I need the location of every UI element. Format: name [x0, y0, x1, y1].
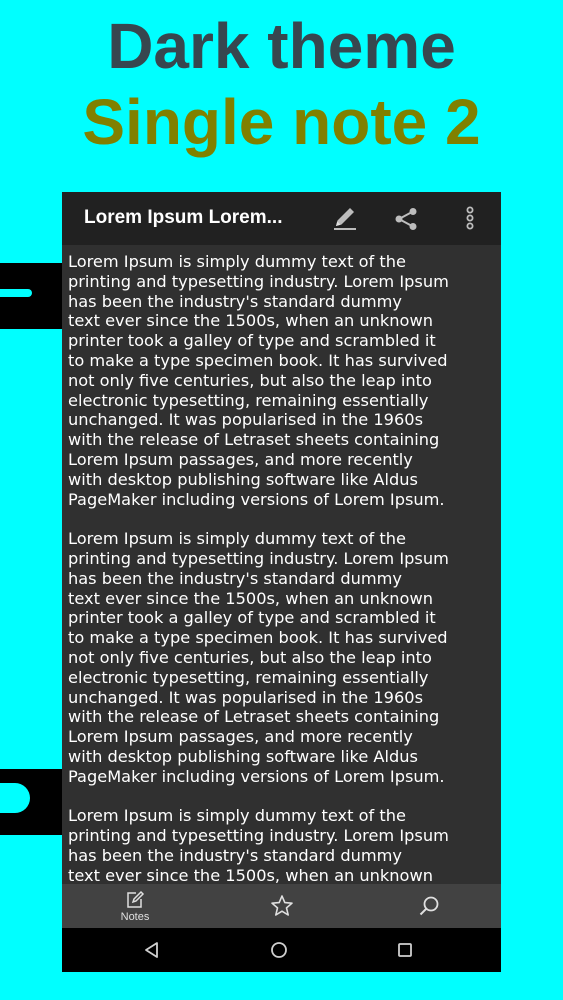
nav-favorites[interactable]	[242, 884, 322, 928]
bottom-navigation	[62, 884, 501, 928]
notes-edit-icon	[124, 890, 146, 910]
decorative-bar-bottom	[0, 769, 62, 835]
back-icon	[138, 936, 166, 964]
headline-single-note: Single note 2	[82, 86, 481, 158]
app-bar	[62, 192, 501, 245]
recents-icon	[391, 936, 419, 964]
headline-dark-theme: Dark theme	[107, 10, 456, 82]
share-button[interactable]	[389, 202, 423, 236]
phone-screen	[62, 192, 501, 972]
home-icon	[265, 936, 293, 964]
search-icon	[416, 893, 442, 919]
system-back-button[interactable]	[138, 936, 166, 964]
star-icon	[269, 893, 295, 919]
note-content[interactable]	[68, 252, 498, 884]
note-paragraph: Lorem Ipsum is simply dummy text of the printing and typesetting industry. Lorem Ipsum has been the industry's standard dummy text ever since the 1500s, when an unknown	[68, 806, 449, 884]
system-home-button[interactable]	[265, 936, 293, 964]
nav-search[interactable]	[389, 884, 469, 928]
nav-notes[interactable]	[95, 884, 175, 928]
edit-button[interactable]	[328, 202, 362, 236]
decorative-bar-top	[0, 263, 62, 329]
note-paragraph: Lorem Ipsum is simply dummy text of the printing and typesetting industry. Lorem Ipsum has been the industry's standard dummy text ever since the 1500s, when an unknown printer took a galley of type and scrambled it to make a type specimen book. It has survived not only five centuries, but also the leap into electronic typesetting, remaining essentially unchanged. It was popularised in the 1960s with the release of Letraset sheets containing Lorem Ipsum passages, and more recently with desktop publishing software like Aldus PageMaker including versions of Lorem Ipsum.	[68, 252, 449, 509]
more-options-button[interactable]	[453, 202, 487, 236]
more-vert-icon	[453, 202, 487, 236]
pencil-icon	[328, 202, 362, 236]
system-navigation-bar	[62, 928, 501, 972]
note-title: Lorem Ipsum Lorem...	[84, 207, 283, 228]
note-paragraph: Lorem Ipsum is simply dummy text of the printing and typesetting industry. Lorem Ipsum has been the industry's standard dummy text ever since the 1500s, when an unknown printer took a galley of type and scrambled it to make a type specimen book. It has survived not only five centuries, but also the leap into electronic typesetting, remaining essentially unchanged. It was popularised in the 1960s with the release of Letraset sheets containing Lorem Ipsum passages, and more recently with desktop publishing software like Aldus PageMaker including versions of Lorem Ipsum.	[68, 529, 449, 786]
system-recents-button[interactable]	[391, 936, 419, 964]
nav-notes-label: Notes	[120, 910, 150, 923]
share-icon	[389, 202, 423, 236]
